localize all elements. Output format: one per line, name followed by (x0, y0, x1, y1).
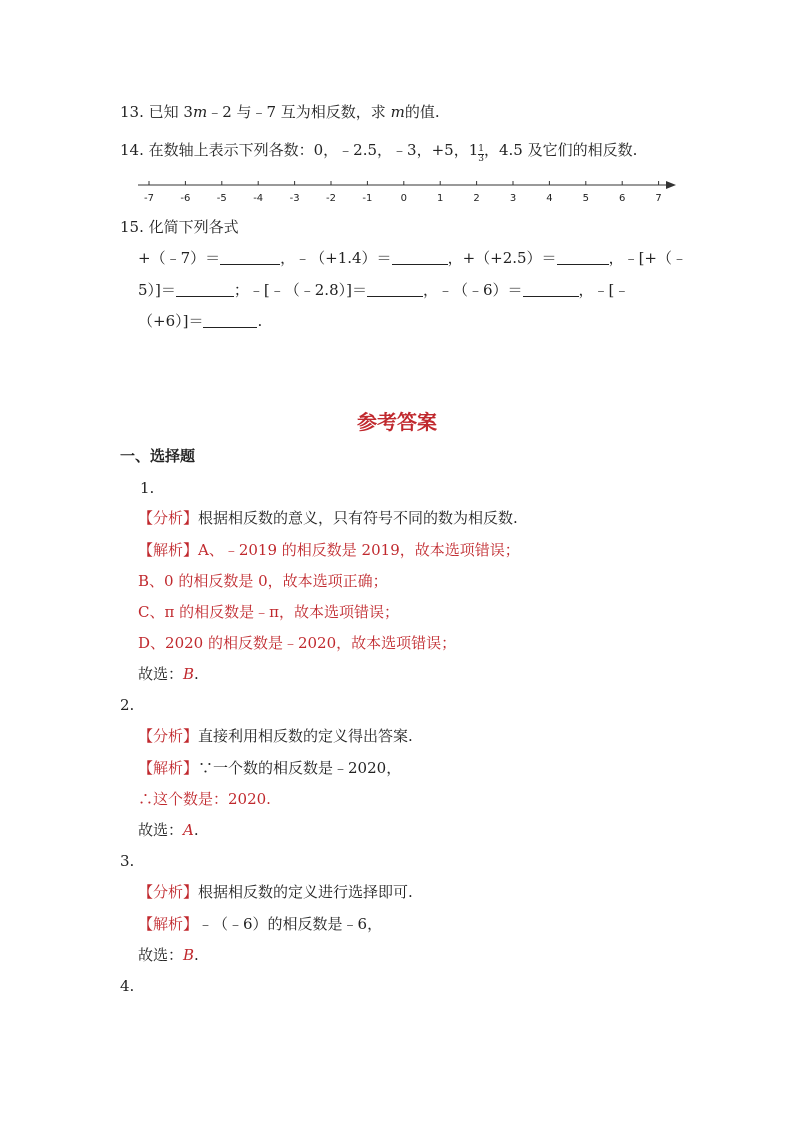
question-14: 14. 在数轴上表示下列各数：0，﹣2.5，﹣3，+5，1 $\frac{1}{3}$ ，4.5 及它们的相反数. (120, 141, 638, 164)
question-13: 13. 已知 3m﹣2 与﹣7 互为相反数，求 m的值. (120, 103, 440, 121)
answer-3-number: 3. (120, 852, 135, 870)
question-number: 15. (120, 218, 144, 236)
answer-2-number: 2. (120, 696, 135, 714)
answer-2-conclusion: ∴这个数是：2020. (138, 790, 271, 808)
tick-label: -5 (216, 193, 227, 204)
answer-blank[interactable] (367, 282, 423, 297)
answer-3-solution: 【解析】﹣（﹣6）的相反数是﹣6， (138, 915, 383, 933)
tick-label: -6 (180, 193, 191, 204)
answer-2-solution: 【解析】∵一个数的相反数是﹣2020， (138, 759, 402, 777)
analysis-tag: 【分析】 (138, 883, 199, 901)
question-15-title: 15. 化简下列各式 (120, 218, 239, 236)
tick-label: 6 (619, 193, 626, 204)
tick-label: 2 (473, 193, 480, 204)
answer-1-analysis: 【分析】根据相反数的意义，只有符号不同的数为相反数. (138, 509, 518, 527)
answer-blank[interactable] (523, 282, 579, 297)
tick-label: 1 (437, 193, 444, 204)
answer-blank[interactable] (176, 282, 234, 297)
question-number: 13. (120, 103, 144, 121)
tick-label: -4 (253, 193, 264, 204)
tick-label: -2 (326, 193, 336, 204)
number-line (130, 175, 690, 205)
tick-label: -1 (362, 193, 373, 204)
answer-1-option-b: B、0 的相反数是 0，故本选项正确； (138, 572, 388, 590)
tick-label: -7 (144, 193, 154, 204)
question-15-row-3: （+6）]＝ . (138, 312, 263, 330)
solution-tag: 【解析】 (138, 915, 199, 933)
answer-4-number: 4. (120, 977, 135, 995)
tick-label: 3 (509, 193, 517, 204)
tick-label: 4 (546, 193, 553, 204)
analysis-tag: 【分析】 (138, 727, 199, 745)
analysis-tag: 【分析】 (138, 509, 199, 527)
fraction: $\frac{1}{3}$ (478, 144, 484, 164)
answer-1-option-c: C、π 的相反数是﹣π，故本选项错误； (138, 603, 399, 621)
answer-blank[interactable] (203, 313, 257, 328)
answer-3-choice: 故选：B. (138, 946, 199, 964)
question-15-row-2: 5）]＝ ；﹣[﹣（﹣2.8）]＝ ，﹣（﹣6）＝ ，﹣[﹣ (138, 281, 630, 299)
answer-2-analysis: 【分析】直接利用相反数的定义得出答案. (138, 727, 413, 745)
solution-tag: 【解析】 (138, 541, 199, 559)
question-15-row-1: +（﹣7）＝ ，﹣（+1.4）＝ ，+（+2.5）＝ ，﹣[+（﹣ (138, 249, 687, 267)
answer-3-analysis: 【分析】根据相反数的定义进行选择即可. (138, 883, 413, 901)
answer-blank[interactable] (220, 250, 280, 265)
arrow-head (666, 181, 676, 189)
section-title: 一、选择题 (120, 447, 196, 465)
answer-blank[interactable] (392, 250, 448, 265)
answers-heading: 参考答案 (357, 410, 437, 434)
solution-tag: 【解析】 (138, 759, 199, 777)
answer-1-option-d: D、2020 的相反数是﹣2020，故本选项错误； (138, 634, 457, 652)
tick-label: 5 (582, 193, 589, 204)
question-number: 14. (120, 141, 144, 159)
answer-2-choice: 故选：A. (138, 821, 199, 839)
answer-1-number: 1. (140, 479, 155, 497)
tick-label: -3 (289, 193, 300, 204)
answer-1-choice: 故选：B. (138, 665, 199, 683)
answer-blank[interactable] (557, 250, 609, 265)
tick-label: 7 (655, 193, 662, 204)
answer-1-solution: 【解析】A、﹣2019 的相反数是 2019，故本选项错误； (138, 541, 520, 559)
tick-label: 0 (400, 193, 407, 204)
